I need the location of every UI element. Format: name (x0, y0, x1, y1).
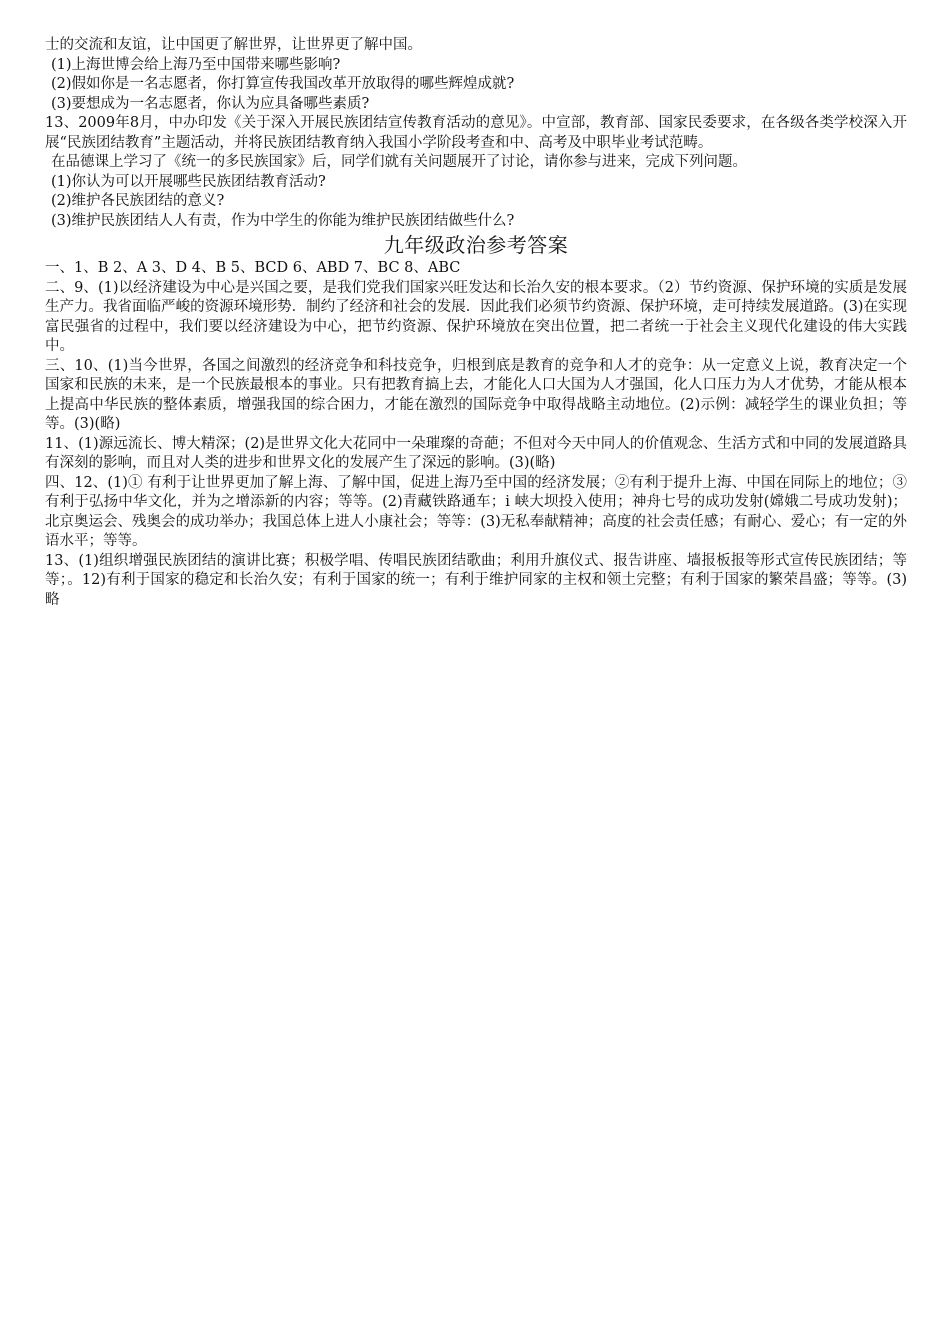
question-12-part-2: (2)假如你是一名志愿者，你打算宣传我国改革开放取得的哪些辉煌成就? (51, 76, 515, 92)
question-13-context: 在品德课上学习了《统一的多民族国家》后，同学们就有关问题展开了讨论，请你参与进来，完成下列问题。 (51, 154, 747, 170)
answer-section-4: 四、12、(1)① 有利于让世界更加了解上海、了解中国，促进上海乃至中国的经济发展；②有利于提升上海、中国在同际上的地位；③有利于弘扬中华文化，并为之增添新的内容；等等。(2)青藏铁路通车；i 峡大坝投入使用；神舟七号的成功发射(嫦娥二号成功发射)；北京奥运会、残奥会的成功举办；我国总体上进人小康社会；等等：(3)无私奉献精神；高度的社会责任感；有耐心、爱心；有一定的外语水平；等等。 (45, 474, 907, 549)
question-text-continuation: 士的交流和友谊，让中国更了解世界，让世界更了解中国。 (45, 37, 422, 53)
question-13-stem: 13、2009年8月，中办印发《关于深入开展民族团结宣传教育活动的意见》。中宣部，教育部、国家民委要求，在各级各类学校深入开展“民族团结教育”主题活动，并将民族团结教育纳入我国小学阶段考查和中、高考及中职毕业考试范畴。 (45, 115, 907, 151)
question-13-part-3: (3)维护民族团结人人有责，作为中学生的你能为维护民族团结做些什么? (51, 212, 515, 229)
question-12-part-1: (1)上海世博会给上海乃至中国带来哪些影响? (51, 56, 341, 73)
answers-title: 九年级政治参考答案 (383, 233, 569, 257)
answer-section-3: 三、10、(1)当今世界，各国之间激烈的经济竞争和科技竞争，归根到底是教育的竞争和人才的竞争：从一定意义上说，教育决定一个国家和民族的未来，是一个民族最根本的事业。只有把教育搞上去，才能化人口大国为人才强国，化人口压力为人才优势，才能从根本上提高中华民族的整体素质，增强我国的综合困力，才能在激烈的国际竞争中取得战略主动地位。(2)示例：减轻学生的课业负担；等等。(3)(略) (45, 357, 907, 432)
answer-section-2: 二、9、(1)以经济建设为中心是兴国之要，是我们党我们国家兴旺发达和长治久安的根本要求。（2）节约资源、保护环境的实质是发展生产力。我省面临严峻的资源环境形势．制约了经济和社会的发展．因此我们必须节约资源、保护环境，走可持续发展道路。(3)在实现富民强省的过程中，我们要以经济建设为中心，把节约资源、保护环境放在突出位置，把二者统一于社会主义现代化建设的伟大实践中。 (45, 279, 907, 354)
document-page (45, 36, 907, 610)
question-13-part-1: (1)你认为可以开展哪些民族团结教育活动? (51, 173, 326, 190)
question-12-part-3: (3)要想成为一名志愿者，你认为应具备哪些素质? (51, 95, 370, 112)
answer-question-11: 11、(1)源远流长、博大精深；(2)是世界文化大花同中一朵璀璨的奇葩；不但对今天中同人的价值观念、生活方式和中同的发展道路具有深刻的影响，而且对人类的进步和世界文化的发展产生了深远的影响。(3)(略) (45, 435, 907, 471)
answer-question-13: 13、(1)组织增强民族团结的演讲比赛；积极学唱、传唱民族团结歌曲；利用升旗仪式、报告讲座、墙报板报等形式宣传民族团结；等等；。12)有利于国家的稳定和长治久安；有利于国家的统一；有利于维护同家的主权和领土完整；有利于国家的繁荣昌盛；等等。(3)略 (45, 552, 907, 608)
answer-section-1: 一、1、B 2、A 3、D 4、B 5、BCD 6、ABD 7、BC 8、ABC (45, 260, 461, 276)
question-13-part-2: (2)维护各民族团结的意义? (51, 193, 225, 209)
